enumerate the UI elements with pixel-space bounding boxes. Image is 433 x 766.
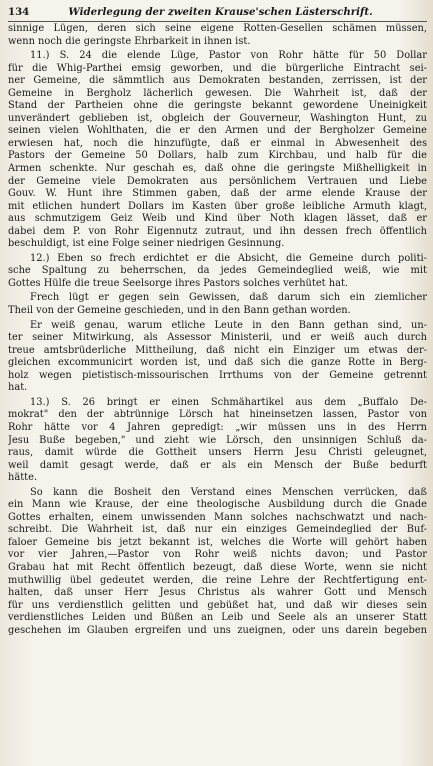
- text-line: verdienstliches Leiden und Büßen an Leib und Seele als an unserer Statt: [8, 612, 427, 624]
- text-line: Gemeine in Bergholz lächerlich gewesen. Die Wahrheit ist, daß der: [8, 87, 427, 99]
- page-number: 134: [8, 6, 30, 18]
- text-line: beschuldigt, ist eine Folge seiner niedrigen Gesinnung.: [8, 238, 285, 250]
- text-line: sche Spaltung zu beherrschen, da jedes Gemeindeglied weiß, wie mit: [8, 265, 427, 277]
- text-line: für uns verdienstlich gelitten und gebüßet hat, und daß wir dieses sein: [8, 599, 427, 611]
- text-line: aus schmutzigem Geiz Weib und Kind über Noth klagen lässet, daß er: [8, 213, 427, 225]
- text-line: für die Whig-Parthei emsig geworben, und die bürgerliche Eintracht sei-: [8, 62, 427, 74]
- text-line: gleichen excommunicirt worden ist, und daß sich die ganze Rotte in Berg-: [8, 357, 427, 369]
- text-line: vor vier Jahren,—Pastor von Rohr weiß nichts davon; und Pastor: [8, 549, 427, 561]
- text-line: ein Mann wie Krause, der eine theologische Ausbildung durch die Gnade: [8, 499, 427, 511]
- text-line: 12.) Eben so frech erdichtet er die Absicht, die Gemeine durch politi-: [30, 252, 427, 264]
- text-line: Gottes erhalten, einem unwissenden Mann solches nachschwatzt und nach-: [8, 511, 427, 523]
- text-line: Theil von der Gemeine geschieden, und in den Bann gethan worden.: [8, 305, 351, 317]
- text-line: Pastors der Gemeine 50 Dollars, halb zum Kirchbau, und halb für die: [8, 150, 427, 162]
- text-line: sinnige Lügen, deren sich seine eigene Rotten-Gesellen schämen müssen,: [8, 23, 427, 34]
- text-line: hat.: [8, 382, 28, 394]
- text-line: Frech lügt er gegen sein Gewissen, daß darum sich ein ziemlicher: [30, 292, 427, 304]
- text-line: ner Gemeine, die sämmtlich aus Demokraten bestanden, zerrissen, ist der: [8, 75, 427, 87]
- text-line: dabei dem P. von Rohr Eigennutz zutraut, und ihn dessen frech öffentlich: [8, 225, 427, 237]
- text-line: Jesu Buße begeben," und zieht wie Lörsch, den unsinnigen Schluß da-: [8, 434, 427, 446]
- text-line: weil damit gesagt werde, daß er als ein Mensch der Buße bedurft: [8, 459, 427, 471]
- text-line: Rohr hätte vor 4 Jahren gepredigt: „wir müssen uns in des Herrn: [8, 421, 427, 433]
- text-line: erwiesen hat, noch die hinzufügte, daß er einmal in Abwesenheit des: [8, 137, 427, 149]
- text-line: Gottes Hülfe die treue Seelsorge ihres Pastors solches verhütet hat.: [8, 277, 349, 289]
- text-line: Grabau hat mit Recht öffentlich bezeugt, daß diese Worte, wenn sie nicht: [8, 561, 427, 573]
- text-line: Armen schenkte. Nur geschah es, daß ohne die geringste Mißhelligkeit in: [8, 163, 427, 175]
- text-line: halten, daß unser Herr Jesus Christus als wahrer Gott und Mensch: [8, 587, 427, 599]
- text-line: Stand der Partheien ohne die geringste bekannt gewordene Uneinigkeit: [8, 100, 427, 112]
- text-line: seinen vielen Wohlthaten, die er den Armen und der Bergholzer Gemeine: [8, 125, 427, 137]
- text-line: Er weiß genau, warum etliche Leute in den Bann gethan sind, un-: [30, 319, 427, 331]
- text-line: ter seiner Mitwirkung, als Assessor Ministerii, und er weiß auch durch: [8, 332, 427, 344]
- text-line: raus, damit würde die Gottheit unsers Herrn Jesu Christi geleugnet,: [8, 447, 427, 459]
- running-header: [8, 6, 427, 22]
- text-line: mit etlichen hundert Dollars im Kasten über große leibliche Armuth klagt,: [8, 200, 427, 212]
- running-title: Widerlegung der zweiten Krause'schen Lästerschrift.: [68, 6, 373, 18]
- text-line: 11.) S. 24 die elende Lüge, Pastor von Rohr hätte für 50 Dollar: [30, 50, 427, 62]
- text-line: holz wegen pietistisch-missourischen Irrthums von der Gemeine getrennt: [8, 369, 427, 381]
- text-line: So kann die Bosheit den Verstand eines Menschen verrücken, daß: [30, 486, 427, 498]
- text-line: schreibt. Die Wahrheit ist, daß nur ein einziges Gemeindeglied der Buf-: [8, 524, 427, 536]
- text-line: der Gemeine viele Demokraten aus persönlichem Vertrauen und Liebe: [8, 175, 427, 187]
- text-line: unverändert geblieben ist, obgleich der Gouverneur, Washington Hunt, zu: [8, 112, 427, 124]
- text-line: muthwillig übel gedeutet werden, die reine Lehre der Rechtfertigung ent-: [8, 574, 427, 586]
- text-line: 13.) S. 26 bringt er einen Schmähartikel aus dem „Buffalo De-: [30, 396, 427, 408]
- text-line: Gouv. W. Hunt ihre Stimmen gaben, daß der arme elende Krause der: [8, 188, 427, 200]
- text-line: hätte.: [8, 472, 38, 484]
- text-line: geschehen im Glauben ergreifen und uns zueignen, oder uns darein begeben: [8, 624, 427, 636]
- text-line: faloer Gemeine bis jetzt bekannt ist, welches die Worte will gehört haben: [8, 536, 427, 548]
- body-text: [8, 23, 427, 637]
- text-line: mokrat" den der abtrünnige Lörsch hat hineinsetzen lassen, Pastor von: [8, 409, 427, 421]
- text-line: treue amtsbrüderliche Mittheilung, daß nicht ein Einziger um etwas der-: [8, 344, 427, 356]
- text-line: wenn noch die geringste Ehrbarkeit in ihnen ist.: [8, 35, 251, 47]
